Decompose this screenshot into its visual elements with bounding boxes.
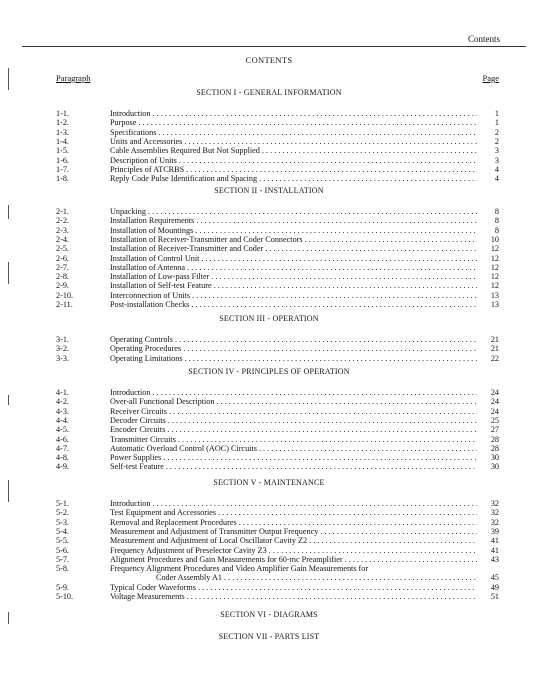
paragraph-number: 4-6. <box>56 434 69 444</box>
page-number: 12 <box>490 253 499 263</box>
entry-title: Measurement and Adjustment of Transmitter Output Frequency . . . <box>110 527 477 536</box>
page-number: 45 <box>490 573 499 583</box>
entry-title: Encoder Circuits . . . <box>110 425 477 434</box>
page-number: 28 <box>490 434 499 444</box>
page-number: 25 <box>490 415 499 425</box>
section-heading: SECTION VII - PARTS LIST <box>218 632 320 641</box>
page-number: 2 <box>494 127 499 137</box>
page-number: 24 <box>490 397 499 407</box>
paragraph-number: 5-7. <box>56 554 69 564</box>
entry-title: Decoder Circuits . . . <box>110 416 477 425</box>
entry-title: Receiver Circuits . . . <box>110 407 477 416</box>
paragraph-number: 4-1. <box>56 388 69 397</box>
entry-title: Test Equipment and Accessories . . . <box>110 508 477 517</box>
binder-mark <box>8 68 9 90</box>
page-number: 49 <box>490 582 499 592</box>
paragraph-number: 5-3. <box>56 517 69 527</box>
page-number: 10 <box>490 234 499 244</box>
paragraph-number: 5-6. <box>56 545 69 555</box>
entry-title: Interconnection of Units . . . <box>110 291 477 300</box>
page-number: 30 <box>490 462 499 472</box>
paragraph-number: 4-9. <box>56 462 69 472</box>
page-number: 4 <box>494 174 499 184</box>
page-number: 12 <box>490 262 499 272</box>
entry-title: Typical Coder Waveforms . . . <box>110 583 477 592</box>
paragraph-number: 2-8. <box>56 272 69 282</box>
paragraph-number: 3-1. <box>56 335 69 344</box>
page-number: 1 <box>494 118 499 128</box>
page-number: 8 <box>494 207 499 216</box>
page-number: 41 <box>490 545 499 555</box>
header-rule <box>22 46 526 47</box>
toc-entry[interactable] <box>56 300 499 310</box>
entry-title: Installation Requirements . . . <box>110 216 477 225</box>
paragraph-number: 1-7. <box>56 164 69 174</box>
page-number: 24 <box>490 388 499 397</box>
paragraph-number: 3-3. <box>56 353 69 363</box>
page-number: 43 <box>490 554 499 564</box>
entry-title: Units and Accessories . . . <box>110 137 477 146</box>
paragraph-number: 5-2. <box>56 508 69 518</box>
paragraph-number: 4-7. <box>56 443 69 453</box>
paragraph-number: 2-4. <box>56 234 69 244</box>
toc-entry[interactable] <box>56 462 499 472</box>
page-number: 39 <box>490 526 499 536</box>
entry-title: Transmitter Circuits . . . <box>110 435 477 444</box>
entry-title: Introduction . . . <box>110 499 477 508</box>
entry-title: Purpose . . . <box>110 118 477 127</box>
page-number: 2 <box>494 136 499 146</box>
page-number: 12 <box>490 281 499 291</box>
paragraph-number: 1-8. <box>56 174 69 184</box>
entry-title: Post-installation Checks . . . <box>110 300 477 309</box>
entry-title: Installation of Low-pass Filter . . . <box>110 272 477 281</box>
page-number: 4 <box>494 164 499 174</box>
paragraph-number: 2-7. <box>56 262 69 272</box>
paragraph-number: 2-2. <box>56 216 69 226</box>
running-header: Contents <box>467 34 500 44</box>
page-number: 27 <box>490 425 499 435</box>
page-number: 21 <box>490 344 499 354</box>
page-number: 28 <box>490 443 499 453</box>
paragraph-number: 1-5. <box>56 146 69 156</box>
page-number: 3 <box>494 155 499 165</box>
paragraph-number: 5-8. <box>56 564 69 574</box>
paragraph-number: 2-9. <box>56 281 69 291</box>
page-number: 30 <box>490 453 499 463</box>
section-heading: SECTION IV - PRINCIPLES OF OPERATION <box>188 367 350 376</box>
page-number: 32 <box>490 508 499 518</box>
paragraph-number: 2-10. <box>56 290 74 300</box>
paragraph-number: 3-2. <box>56 344 69 354</box>
entry-title: Voltage Measurements . . . <box>110 592 477 601</box>
paragraph-number: 1-6. <box>56 155 69 165</box>
page-title: CONTENTS <box>245 55 293 65</box>
paragraph-number: 4-5. <box>56 425 69 435</box>
paragraph-number: 5-1. <box>56 499 69 508</box>
page-number: 24 <box>490 406 499 416</box>
entry-title: Principles of ATCRBS . . . <box>110 165 477 174</box>
entry-title: Installation of Self-test Feature . . . <box>110 281 477 290</box>
entry-title: Frequency Adjustment of Preselector Cavity Z3 . . . <box>110 546 477 555</box>
section-heading: SECTION V - MAINTENANCE <box>213 478 325 487</box>
entry-title: Description of Units . . . <box>110 156 477 165</box>
paragraph-number: 1-1. <box>56 109 69 118</box>
page-number: 13 <box>490 290 499 300</box>
entry-title: Installation of Antenna . . . <box>110 263 477 272</box>
page-number: 32 <box>490 517 499 527</box>
page-number: 41 <box>490 536 499 546</box>
page-number: 12 <box>490 272 499 282</box>
entry-title: Frequency Alignment Procedures and Video Amplifier Gain Measurements for <box>110 564 369 574</box>
entry-title: Reply Code Pulse Identification and Spacing . . . <box>110 174 477 183</box>
paragraph-number: 2-1. <box>56 207 69 216</box>
entry-title: Measurement and Adjustment of Local Oscillator Cavity Z2 . . . <box>110 536 477 545</box>
column-header-page: Page <box>482 73 499 83</box>
section-heading: SECTION VI - DIAGRAMS <box>220 610 318 619</box>
entry-title: Installation of Control Unit . . . <box>110 254 477 263</box>
entry-title: Installation of Receiver-Transmitter and Coder Connectors . . . <box>110 235 477 244</box>
toc-entry[interactable] <box>56 354 499 364</box>
entry-title: Over-all Functional Description . . . <box>110 397 477 406</box>
section-heading: SECTION I - GENERAL INFORMATION <box>196 88 342 97</box>
paragraph-number: 4-3. <box>56 406 69 416</box>
page-number: 8 <box>494 216 499 226</box>
paragraph-number: 2-6. <box>56 253 69 263</box>
entry-title: Alignment Procedures and Gain Measurements for 60-mc Preamplifier . . . <box>110 555 477 564</box>
entry-title: Introduction . . . <box>110 109 477 118</box>
binder-mark <box>8 205 9 219</box>
binder-mark <box>8 395 9 405</box>
entry-title: Removal and Replacement Procedures . . . <box>110 518 477 527</box>
paragraph-number: 2-5. <box>56 244 69 254</box>
paragraph-number: 5-4. <box>56 526 69 536</box>
page-number: 13 <box>490 300 499 309</box>
paragraph-number: 4-4. <box>56 415 69 425</box>
page-number: 51 <box>490 592 499 601</box>
paragraph-number: 1-2. <box>56 118 69 128</box>
section-heading: SECTION II - INSTALLATION <box>214 186 324 195</box>
paragraph-number: 4-2. <box>56 397 69 407</box>
paragraph-number: 4-8. <box>56 453 69 463</box>
entry-title: Installation of Receiver-Transmitter and Coder . . . <box>110 244 477 253</box>
column-header-paragraph: Paragraph <box>56 73 91 83</box>
paragraph-number: 1-3. <box>56 127 69 137</box>
entry-title: Self-test Feature . . . <box>110 462 477 471</box>
entry-title: Cable Assemblies Required But Not Supplied . . . <box>110 146 477 155</box>
entry-title: Power Supplies . . . <box>110 453 477 462</box>
entry-title-continued: Coder Assembly A1 . . . <box>156 573 477 582</box>
entry-title: Operating Controls . . . <box>110 335 477 344</box>
page-number: 12 <box>490 244 499 254</box>
page-number: 21 <box>490 335 499 344</box>
page-number: 8 <box>494 225 499 235</box>
entry-title: Operating Limitations . . . <box>110 354 477 363</box>
toc-entry[interactable] <box>56 592 499 602</box>
entry-title: Introduction . . . <box>110 388 477 397</box>
entry-title: Operating Procedures . . . <box>110 344 477 353</box>
entry-title: Unpacking . . . <box>110 207 477 216</box>
page-number: 1 <box>494 109 499 118</box>
page-number: 3 <box>494 146 499 156</box>
page-number: 22 <box>490 353 499 363</box>
entry-title: Specifications . . . <box>110 128 477 137</box>
paragraph-number: 5-10. <box>56 592 74 601</box>
toc-entry[interactable] <box>56 174 499 184</box>
section-heading: SECTION III - OPERATION <box>219 314 319 323</box>
paragraph-number: 5-5. <box>56 536 69 546</box>
entry-title: Automatic Overload Control (AOC) Circuits . . . <box>110 444 477 453</box>
paragraph-number: 2-11. <box>56 300 73 309</box>
paragraph-number: 1-4. <box>56 136 69 146</box>
binder-mark <box>8 262 9 284</box>
paragraph-number: 5-9. <box>56 582 69 592</box>
entry-title: Installation of Mountings . . . <box>110 226 477 235</box>
page-number: 32 <box>490 499 499 508</box>
paragraph-number: 2-3. <box>56 225 69 235</box>
